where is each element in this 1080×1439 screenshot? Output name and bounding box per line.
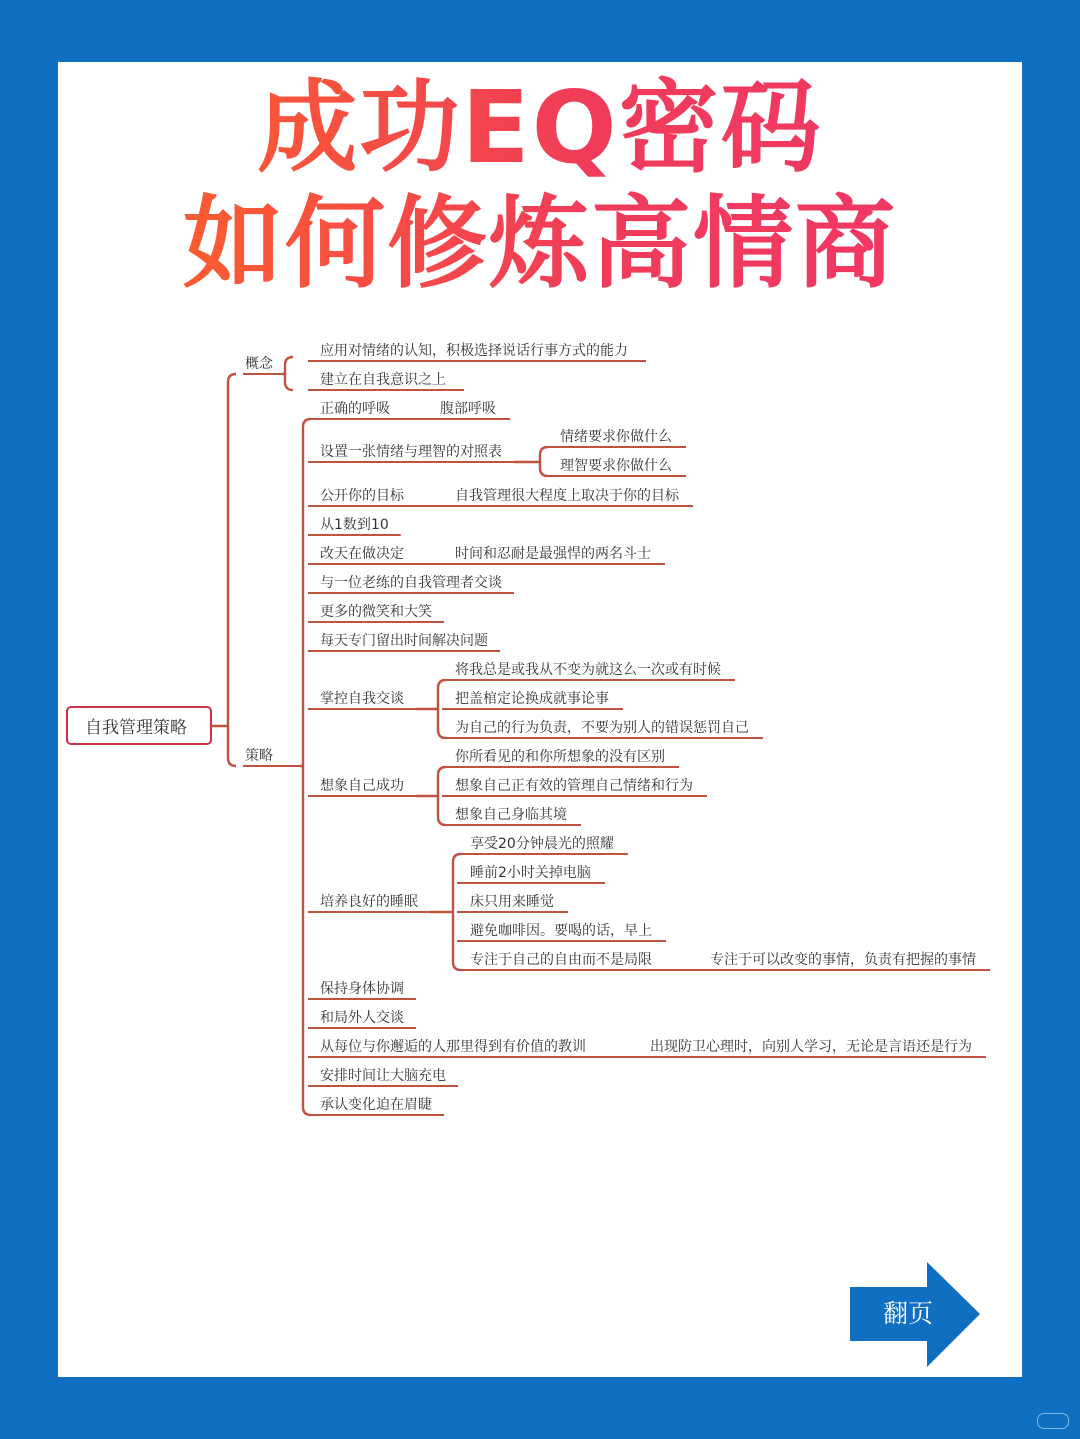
strategy-subitem: 腹部呼吸 (440, 401, 496, 417)
strategy-subitem: 出现防卫心理时，向别人学习，无论是言语还是行为 (650, 1039, 972, 1055)
strategy-connector (300, 419, 311, 1115)
strategy-subitem: 想象自己正有效的管理自己情绪和行为 (455, 778, 693, 794)
strategy-subitem: 理智要求你做什么 (560, 458, 672, 474)
strategy-item: 培养良好的睡眠 (320, 894, 418, 910)
strategy-subitem: 专注于自己的自由而不是局限 (470, 952, 652, 968)
child-connector (416, 767, 446, 825)
strategy-subitem: 你所看见的和你所想象的没有区别 (455, 749, 665, 765)
strategy-item: 正确的呼吸 (320, 401, 390, 417)
watermark-icon (1037, 1413, 1069, 1429)
concept-item: 应用对情绪的认知，积极选择说话行事方式的能力 (320, 343, 628, 359)
child-connector (514, 447, 548, 476)
strategy-item: 每天专门留出时间解决问题 (320, 633, 488, 649)
branch-label-concept: 概念 (245, 356, 273, 372)
strategy-subitem: 为自己的行为负责，不要为别人的错误惩罚自己 (455, 720, 749, 736)
title-line-2: 如何修炼高情商 (183, 185, 897, 302)
strategy-item: 和局外人交谈 (320, 1010, 404, 1026)
strategy-item: 想象自己成功 (320, 778, 404, 794)
strategy-item: 掌控自我交谈 (320, 691, 404, 707)
strategy-subitem: 享受20分钟晨光的照耀 (470, 836, 614, 852)
strategy-item: 从每位与你邂逅的人那里得到有价值的教训 (320, 1039, 586, 1055)
title-line-1: 成功EQ密码 (257, 69, 823, 186)
strategy-item: 承认变化迫在眉睫 (320, 1097, 432, 1113)
strategy-item: 从1数到10 (320, 517, 389, 533)
strategy-subitem: 情绪要求你做什么 (560, 429, 672, 445)
strategy-item: 安排时间让大脑充电 (320, 1068, 446, 1084)
strategy-item: 改天在做决定 (320, 546, 404, 562)
strategy-item: 与一位老练的自我管理者交谈 (320, 575, 502, 591)
strategy-subitem: 将我总是或我从不变为就这么一次或有时候 (455, 662, 721, 678)
strategy-subitem: 时间和忍耐是最强悍的两名斗士 (455, 546, 651, 562)
next-page-button[interactable]: 翻页 (882, 1299, 933, 1328)
child-connector (430, 854, 461, 970)
root-connector (211, 374, 236, 766)
strategy-grandchild: 专注于可以改变的事情，负责有把握的事情 (710, 952, 976, 968)
strategy-item: 更多的微笑和大笑 (320, 604, 432, 620)
strategy-item: 保持身体协调 (320, 981, 404, 997)
branch-label-strategy: 策略 (245, 748, 273, 764)
root-node-label: 自我管理策略 (85, 718, 187, 738)
strategy-subitem: 床只用来睡觉 (470, 894, 554, 910)
strategy-item: 公开你的目标 (320, 488, 404, 504)
strategy-item: 设置一张情绪与理智的对照表 (320, 444, 502, 460)
child-connector (416, 680, 446, 738)
strategy-subitem: 想象自己身临其境 (455, 807, 567, 823)
strategy-subitem: 自我管理很大程度上取决于你的目标 (455, 488, 679, 504)
concept-item: 建立在自我意识之上 (320, 372, 446, 388)
strategy-subitem: 避免咖啡因。要喝的话，早上 (470, 923, 652, 939)
strategy-subitem: 睡前2小时关掉电脑 (470, 865, 591, 881)
strategy-subitem: 把盖棺定论换成就事论事 (455, 691, 609, 707)
concept-connector (282, 357, 293, 390)
